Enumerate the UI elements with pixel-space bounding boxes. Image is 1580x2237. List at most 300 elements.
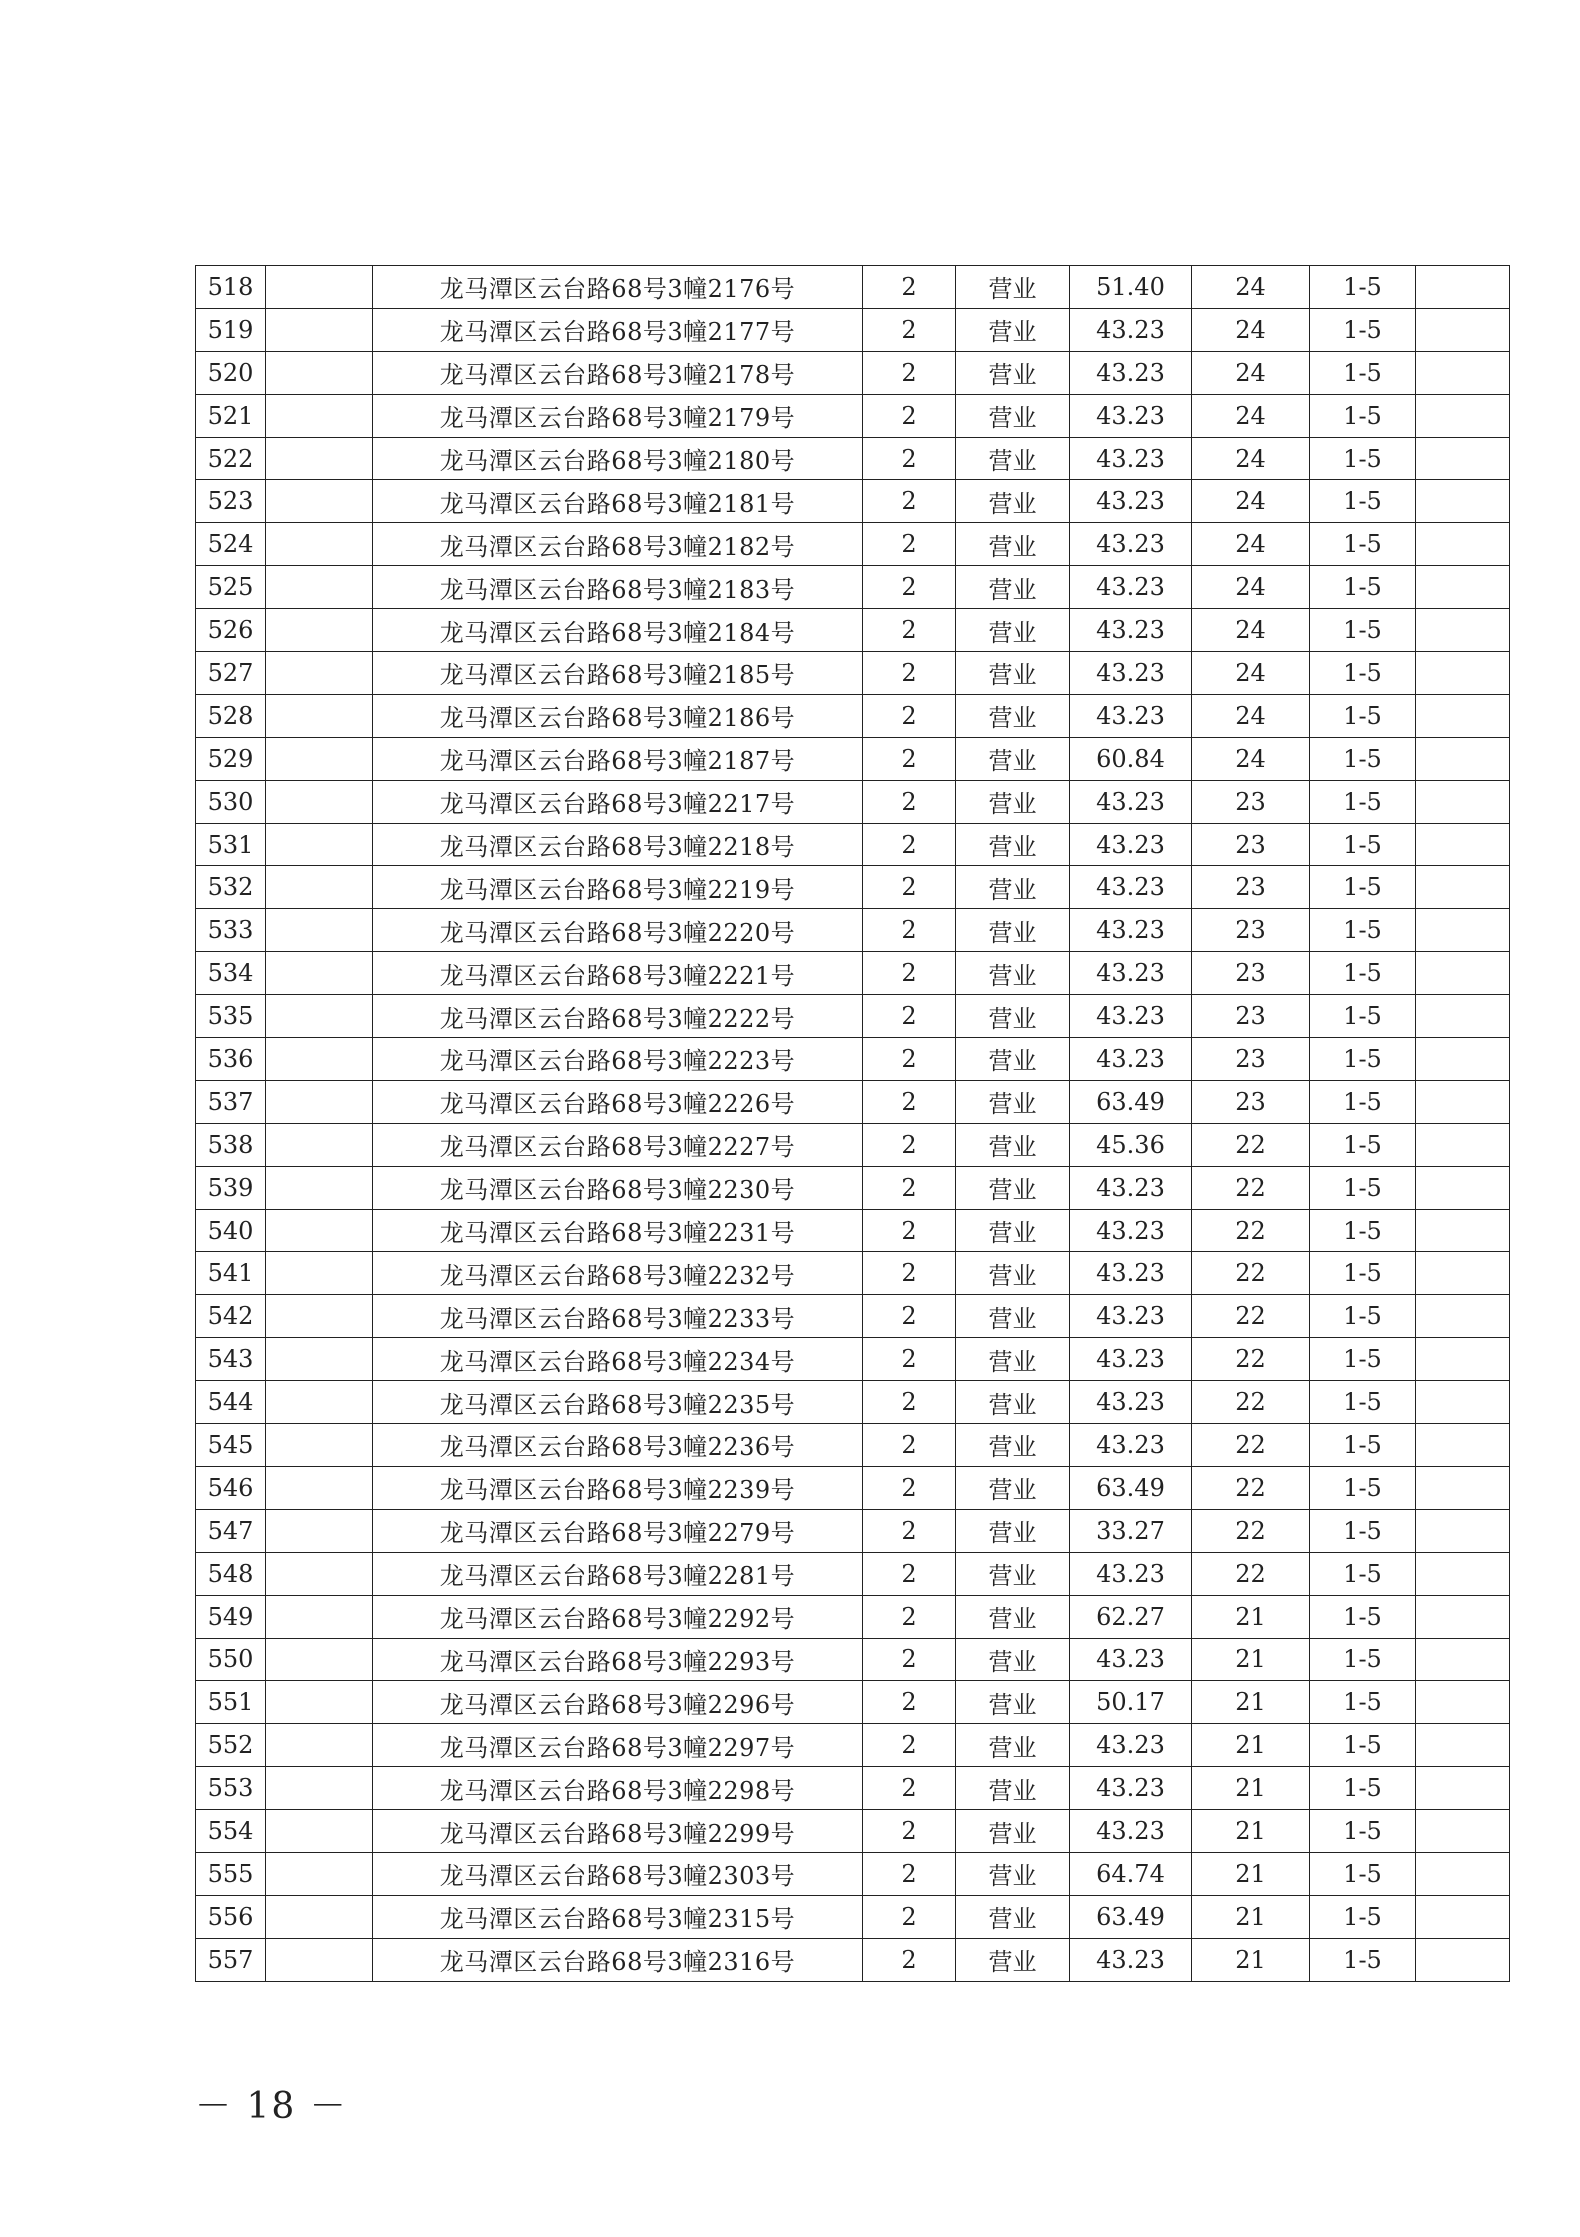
price-cell: 21 bbox=[1192, 1681, 1310, 1724]
floor-cell: 2 bbox=[863, 1767, 956, 1810]
table-row bbox=[196, 1724, 1510, 1767]
floor-cell: 2 bbox=[863, 909, 956, 952]
address-cell: 龙马潭区云台路68号3幢2226号 bbox=[373, 1080, 863, 1123]
term-cell: 1-5 bbox=[1310, 952, 1416, 995]
row-number-cell: 557 bbox=[196, 1938, 266, 1981]
term-cell: 1-5 bbox=[1310, 351, 1416, 394]
floor-cell: 2 bbox=[863, 694, 956, 737]
address-cell: 龙马潭区云台路68号3幢2176号 bbox=[373, 266, 863, 309]
remark-cell bbox=[1416, 394, 1510, 437]
table-row bbox=[196, 1038, 1510, 1081]
area-cell: 43.23 bbox=[1070, 694, 1192, 737]
use-cell: 营业 bbox=[956, 351, 1070, 394]
use-cell: 营业 bbox=[956, 1509, 1070, 1552]
use-cell: 营业 bbox=[956, 1252, 1070, 1295]
area-cell: 43.23 bbox=[1070, 1552, 1192, 1595]
use-cell: 营业 bbox=[956, 737, 1070, 780]
blank-cell bbox=[266, 1595, 373, 1638]
table-row bbox=[196, 1381, 1510, 1424]
address-cell: 龙马潭区云台路68号3幢2223号 bbox=[373, 1038, 863, 1081]
use-cell: 营业 bbox=[956, 394, 1070, 437]
area-cell: 43.23 bbox=[1070, 394, 1192, 437]
term-cell: 1-5 bbox=[1310, 1252, 1416, 1295]
use-cell: 营业 bbox=[956, 780, 1070, 823]
use-cell: 营业 bbox=[956, 308, 1070, 351]
term-cell: 1-5 bbox=[1310, 909, 1416, 952]
blank-cell bbox=[266, 1767, 373, 1810]
table-row bbox=[196, 1295, 1510, 1338]
row-number-cell: 555 bbox=[196, 1852, 266, 1895]
price-cell: 23 bbox=[1192, 823, 1310, 866]
table-row bbox=[196, 1895, 1510, 1938]
address-cell: 龙马潭区云台路68号3幢2235号 bbox=[373, 1381, 863, 1424]
address-cell: 龙马潭区云台路68号3幢2230号 bbox=[373, 1166, 863, 1209]
address-cell: 龙马潭区云台路68号3幢2296号 bbox=[373, 1681, 863, 1724]
use-cell: 营业 bbox=[956, 1767, 1070, 1810]
use-cell: 营业 bbox=[956, 1595, 1070, 1638]
area-cell: 43.23 bbox=[1070, 652, 1192, 695]
blank-cell bbox=[266, 1338, 373, 1381]
address-cell: 龙马潭区云台路68号3幢2183号 bbox=[373, 566, 863, 609]
area-cell: 43.23 bbox=[1070, 780, 1192, 823]
remark-cell bbox=[1416, 1552, 1510, 1595]
area-cell: 63.49 bbox=[1070, 1466, 1192, 1509]
term-cell: 1-5 bbox=[1310, 266, 1416, 309]
price-cell: 22 bbox=[1192, 1509, 1310, 1552]
table-row bbox=[196, 1767, 1510, 1810]
row-number-cell: 547 bbox=[196, 1509, 266, 1552]
row-number-cell: 540 bbox=[196, 1209, 266, 1252]
address-cell: 龙马潭区云台路68号3幢2299号 bbox=[373, 1810, 863, 1853]
term-cell: 1-5 bbox=[1310, 1724, 1416, 1767]
price-cell: 24 bbox=[1192, 480, 1310, 523]
price-cell: 22 bbox=[1192, 1252, 1310, 1295]
blank-cell bbox=[266, 1466, 373, 1509]
remark-cell bbox=[1416, 1509, 1510, 1552]
table-row bbox=[196, 1852, 1510, 1895]
remark-cell bbox=[1416, 737, 1510, 780]
remark-cell bbox=[1416, 694, 1510, 737]
price-cell: 21 bbox=[1192, 1638, 1310, 1681]
floor-cell: 2 bbox=[863, 1681, 956, 1724]
remark-cell bbox=[1416, 308, 1510, 351]
price-cell: 22 bbox=[1192, 1424, 1310, 1467]
blank-cell bbox=[266, 609, 373, 652]
floor-cell: 2 bbox=[863, 1424, 956, 1467]
use-cell: 营业 bbox=[956, 523, 1070, 566]
floor-cell: 2 bbox=[863, 609, 956, 652]
address-cell: 龙马潭区云台路68号3幢2234号 bbox=[373, 1338, 863, 1381]
term-cell: 1-5 bbox=[1310, 652, 1416, 695]
area-cell: 43.23 bbox=[1070, 1767, 1192, 1810]
remark-cell bbox=[1416, 1381, 1510, 1424]
table-row bbox=[196, 866, 1510, 909]
address-cell: 龙马潭区云台路68号3幢2182号 bbox=[373, 523, 863, 566]
term-cell: 1-5 bbox=[1310, 1338, 1416, 1381]
use-cell: 营业 bbox=[956, 1424, 1070, 1467]
price-cell: 22 bbox=[1192, 1123, 1310, 1166]
table-row bbox=[196, 437, 1510, 480]
blank-cell bbox=[266, 1938, 373, 1981]
remark-cell bbox=[1416, 1424, 1510, 1467]
address-cell: 龙马潭区云台路68号3幢2217号 bbox=[373, 780, 863, 823]
blank-cell bbox=[266, 1209, 373, 1252]
table-row bbox=[196, 995, 1510, 1038]
floor-cell: 2 bbox=[863, 780, 956, 823]
floor-cell: 2 bbox=[863, 266, 956, 309]
price-cell: 23 bbox=[1192, 866, 1310, 909]
row-number-cell: 554 bbox=[196, 1810, 266, 1853]
table-row bbox=[196, 1509, 1510, 1552]
term-cell: 1-5 bbox=[1310, 523, 1416, 566]
remark-cell bbox=[1416, 1595, 1510, 1638]
floor-cell: 2 bbox=[863, 1252, 956, 1295]
remark-cell bbox=[1416, 1338, 1510, 1381]
table-row bbox=[196, 394, 1510, 437]
blank-cell bbox=[266, 694, 373, 737]
price-cell: 24 bbox=[1192, 523, 1310, 566]
row-number-cell: 543 bbox=[196, 1338, 266, 1381]
remark-cell bbox=[1416, 909, 1510, 952]
term-cell: 1-5 bbox=[1310, 780, 1416, 823]
use-cell: 营业 bbox=[956, 1381, 1070, 1424]
price-cell: 24 bbox=[1192, 308, 1310, 351]
row-number-cell: 556 bbox=[196, 1895, 266, 1938]
remark-cell bbox=[1416, 823, 1510, 866]
term-cell: 1-5 bbox=[1310, 1638, 1416, 1681]
price-cell: 23 bbox=[1192, 1038, 1310, 1081]
area-cell: 43.23 bbox=[1070, 1638, 1192, 1681]
price-cell: 24 bbox=[1192, 609, 1310, 652]
use-cell: 营业 bbox=[956, 1209, 1070, 1252]
table-body bbox=[196, 266, 1510, 1982]
blank-cell bbox=[266, 480, 373, 523]
use-cell: 营业 bbox=[956, 1852, 1070, 1895]
price-cell: 22 bbox=[1192, 1295, 1310, 1338]
area-cell: 33.27 bbox=[1070, 1509, 1192, 1552]
term-cell: 1-5 bbox=[1310, 823, 1416, 866]
table-row bbox=[196, 1938, 1510, 1981]
use-cell: 营业 bbox=[956, 1466, 1070, 1509]
term-cell: 1-5 bbox=[1310, 1767, 1416, 1810]
floor-cell: 2 bbox=[863, 1381, 956, 1424]
area-cell: 43.23 bbox=[1070, 995, 1192, 1038]
floor-cell: 2 bbox=[863, 1552, 956, 1595]
use-cell: 营业 bbox=[956, 1295, 1070, 1338]
address-cell: 龙马潭区云台路68号3幢2227号 bbox=[373, 1123, 863, 1166]
area-cell: 60.84 bbox=[1070, 737, 1192, 780]
table-row bbox=[196, 909, 1510, 952]
row-number-cell: 552 bbox=[196, 1724, 266, 1767]
table-row bbox=[196, 1466, 1510, 1509]
table-row bbox=[196, 1810, 1510, 1853]
price-cell: 21 bbox=[1192, 1767, 1310, 1810]
price-cell: 24 bbox=[1192, 351, 1310, 394]
price-cell: 24 bbox=[1192, 737, 1310, 780]
term-cell: 1-5 bbox=[1310, 566, 1416, 609]
blank-cell bbox=[266, 1681, 373, 1724]
remark-cell bbox=[1416, 1810, 1510, 1853]
term-cell: 1-5 bbox=[1310, 995, 1416, 1038]
use-cell: 营业 bbox=[956, 823, 1070, 866]
term-cell: 1-5 bbox=[1310, 1509, 1416, 1552]
use-cell: 营业 bbox=[956, 1552, 1070, 1595]
floor-cell: 2 bbox=[863, 1724, 956, 1767]
blank-cell bbox=[266, 437, 373, 480]
blank-cell bbox=[266, 1638, 373, 1681]
table-row bbox=[196, 1166, 1510, 1209]
price-cell: 23 bbox=[1192, 995, 1310, 1038]
row-number-cell: 553 bbox=[196, 1767, 266, 1810]
remark-cell bbox=[1416, 1681, 1510, 1724]
use-cell: 营业 bbox=[956, 1895, 1070, 1938]
address-cell: 龙马潭区云台路68号3幢2219号 bbox=[373, 866, 863, 909]
address-cell: 龙马潭区云台路68号3幢2185号 bbox=[373, 652, 863, 695]
use-cell: 营业 bbox=[956, 909, 1070, 952]
price-cell: 24 bbox=[1192, 394, 1310, 437]
row-number-cell: 529 bbox=[196, 737, 266, 780]
price-cell: 22 bbox=[1192, 1552, 1310, 1595]
area-cell: 43.23 bbox=[1070, 1166, 1192, 1209]
address-cell: 龙马潭区云台路68号3幢2298号 bbox=[373, 1767, 863, 1810]
use-cell: 营业 bbox=[956, 952, 1070, 995]
use-cell: 营业 bbox=[956, 1938, 1070, 1981]
use-cell: 营业 bbox=[956, 1338, 1070, 1381]
area-cell: 43.23 bbox=[1070, 1938, 1192, 1981]
address-cell: 龙马潭区云台路68号3幢2316号 bbox=[373, 1938, 863, 1981]
address-cell: 龙马潭区云台路68号3幢2218号 bbox=[373, 823, 863, 866]
use-cell: 营业 bbox=[956, 1810, 1070, 1853]
remark-cell bbox=[1416, 995, 1510, 1038]
floor-cell: 2 bbox=[863, 1938, 956, 1981]
table-row bbox=[196, 1080, 1510, 1123]
row-number-cell: 537 bbox=[196, 1080, 266, 1123]
area-cell: 43.23 bbox=[1070, 566, 1192, 609]
area-cell: 43.23 bbox=[1070, 1424, 1192, 1467]
floor-cell: 2 bbox=[863, 1466, 956, 1509]
term-cell: 1-5 bbox=[1310, 1466, 1416, 1509]
price-cell: 24 bbox=[1192, 652, 1310, 695]
row-number-cell: 532 bbox=[196, 866, 266, 909]
address-cell: 龙马潭区云台路68号3幢2303号 bbox=[373, 1852, 863, 1895]
remark-cell bbox=[1416, 266, 1510, 309]
table-row bbox=[196, 351, 1510, 394]
use-cell: 营业 bbox=[956, 652, 1070, 695]
table-row bbox=[196, 952, 1510, 995]
blank-cell bbox=[266, 952, 373, 995]
floor-cell: 2 bbox=[863, 566, 956, 609]
term-cell: 1-5 bbox=[1310, 1681, 1416, 1724]
use-cell: 营业 bbox=[956, 1681, 1070, 1724]
term-cell: 1-5 bbox=[1310, 1424, 1416, 1467]
floor-cell: 2 bbox=[863, 1295, 956, 1338]
blank-cell bbox=[266, 394, 373, 437]
price-cell: 21 bbox=[1192, 1852, 1310, 1895]
blank-cell bbox=[266, 1810, 373, 1853]
floor-cell: 2 bbox=[863, 480, 956, 523]
row-number-cell: 531 bbox=[196, 823, 266, 866]
floor-cell: 2 bbox=[863, 1595, 956, 1638]
area-cell: 43.23 bbox=[1070, 1338, 1192, 1381]
area-cell: 43.23 bbox=[1070, 308, 1192, 351]
address-cell: 龙马潭区云台路68号3幢2179号 bbox=[373, 394, 863, 437]
table-row bbox=[196, 1209, 1510, 1252]
area-cell: 43.23 bbox=[1070, 1252, 1192, 1295]
term-cell: 1-5 bbox=[1310, 866, 1416, 909]
address-cell: 龙马潭区云台路68号3幢2231号 bbox=[373, 1209, 863, 1252]
area-cell: 63.49 bbox=[1070, 1080, 1192, 1123]
row-number-cell: 544 bbox=[196, 1381, 266, 1424]
floor-cell: 2 bbox=[863, 1810, 956, 1853]
blank-cell bbox=[266, 780, 373, 823]
price-cell: 24 bbox=[1192, 694, 1310, 737]
floor-cell: 2 bbox=[863, 952, 956, 995]
use-cell: 营业 bbox=[956, 1123, 1070, 1166]
use-cell: 营业 bbox=[956, 480, 1070, 523]
area-cell: 43.23 bbox=[1070, 1724, 1192, 1767]
table-row bbox=[196, 1123, 1510, 1166]
row-number-cell: 522 bbox=[196, 437, 266, 480]
floor-cell: 2 bbox=[863, 823, 956, 866]
price-cell: 21 bbox=[1192, 1810, 1310, 1853]
blank-cell bbox=[266, 1509, 373, 1552]
area-cell: 45.36 bbox=[1070, 1123, 1192, 1166]
term-cell: 1-5 bbox=[1310, 1295, 1416, 1338]
address-cell: 龙马潭区云台路68号3幢2222号 bbox=[373, 995, 863, 1038]
blank-cell bbox=[266, 995, 373, 1038]
address-cell: 龙马潭区云台路68号3幢2178号 bbox=[373, 351, 863, 394]
area-cell: 43.23 bbox=[1070, 437, 1192, 480]
address-cell: 龙马潭区云台路68号3幢2184号 bbox=[373, 609, 863, 652]
table-row bbox=[196, 266, 1510, 309]
blank-cell bbox=[266, 266, 373, 309]
remark-cell bbox=[1416, 1852, 1510, 1895]
row-number-cell: 538 bbox=[196, 1123, 266, 1166]
remark-cell bbox=[1416, 351, 1510, 394]
row-number-cell: 534 bbox=[196, 952, 266, 995]
address-cell: 龙马潭区云台路68号3幢2221号 bbox=[373, 952, 863, 995]
area-cell: 43.23 bbox=[1070, 523, 1192, 566]
remark-cell bbox=[1416, 609, 1510, 652]
table-row bbox=[196, 652, 1510, 695]
price-cell: 23 bbox=[1192, 909, 1310, 952]
price-cell: 22 bbox=[1192, 1338, 1310, 1381]
table-row bbox=[196, 737, 1510, 780]
price-cell: 22 bbox=[1192, 1209, 1310, 1252]
area-cell: 43.23 bbox=[1070, 480, 1192, 523]
floor-cell: 2 bbox=[863, 437, 956, 480]
table-row bbox=[196, 609, 1510, 652]
blank-cell bbox=[266, 737, 373, 780]
table-row bbox=[196, 566, 1510, 609]
price-cell: 23 bbox=[1192, 1080, 1310, 1123]
term-cell: 1-5 bbox=[1310, 1038, 1416, 1081]
use-cell: 营业 bbox=[956, 266, 1070, 309]
table-row bbox=[196, 480, 1510, 523]
term-cell: 1-5 bbox=[1310, 480, 1416, 523]
row-number-cell: 527 bbox=[196, 652, 266, 695]
area-cell: 43.23 bbox=[1070, 1381, 1192, 1424]
remark-cell bbox=[1416, 1767, 1510, 1810]
use-cell: 营业 bbox=[956, 1038, 1070, 1081]
price-cell: 21 bbox=[1192, 1724, 1310, 1767]
remark-cell bbox=[1416, 523, 1510, 566]
blank-cell bbox=[266, 866, 373, 909]
address-cell: 龙马潭区云台路68号3幢2297号 bbox=[373, 1724, 863, 1767]
use-cell: 营业 bbox=[956, 1166, 1070, 1209]
row-number-cell: 520 bbox=[196, 351, 266, 394]
address-cell: 龙马潭区云台路68号3幢2186号 bbox=[373, 694, 863, 737]
use-cell: 营业 bbox=[956, 437, 1070, 480]
blank-cell bbox=[266, 823, 373, 866]
blank-cell bbox=[266, 909, 373, 952]
area-cell: 43.23 bbox=[1070, 823, 1192, 866]
blank-cell bbox=[266, 652, 373, 695]
term-cell: 1-5 bbox=[1310, 308, 1416, 351]
address-cell: 龙马潭区云台路68号3幢2279号 bbox=[373, 1509, 863, 1552]
table-row bbox=[196, 823, 1510, 866]
price-cell: 22 bbox=[1192, 1381, 1310, 1424]
floor-cell: 2 bbox=[863, 652, 956, 695]
remark-cell bbox=[1416, 1252, 1510, 1295]
row-number-cell: 539 bbox=[196, 1166, 266, 1209]
blank-cell bbox=[266, 1252, 373, 1295]
remark-cell bbox=[1416, 780, 1510, 823]
row-number-cell: 541 bbox=[196, 1252, 266, 1295]
term-cell: 1-5 bbox=[1310, 737, 1416, 780]
remark-cell bbox=[1416, 1080, 1510, 1123]
area-cell: 43.23 bbox=[1070, 866, 1192, 909]
blank-cell bbox=[266, 1295, 373, 1338]
row-number-cell: 536 bbox=[196, 1038, 266, 1081]
address-cell: 龙马潭区云台路68号3幢2281号 bbox=[373, 1552, 863, 1595]
blank-cell bbox=[266, 1123, 373, 1166]
floor-cell: 2 bbox=[863, 394, 956, 437]
table-row bbox=[196, 780, 1510, 823]
blank-cell bbox=[266, 1381, 373, 1424]
remark-cell bbox=[1416, 1895, 1510, 1938]
area-cell: 64.74 bbox=[1070, 1852, 1192, 1895]
floor-cell: 2 bbox=[863, 737, 956, 780]
address-cell: 龙马潭区云台路68号3幢2293号 bbox=[373, 1638, 863, 1681]
blank-cell bbox=[266, 1424, 373, 1467]
use-cell: 营业 bbox=[956, 866, 1070, 909]
use-cell: 营业 bbox=[956, 1638, 1070, 1681]
floor-cell: 2 bbox=[863, 1080, 956, 1123]
remark-cell bbox=[1416, 652, 1510, 695]
remark-cell bbox=[1416, 566, 1510, 609]
area-cell: 62.27 bbox=[1070, 1595, 1192, 1638]
table-row bbox=[196, 1338, 1510, 1381]
row-number-cell: 550 bbox=[196, 1638, 266, 1681]
blank-cell bbox=[266, 351, 373, 394]
term-cell: 1-5 bbox=[1310, 1852, 1416, 1895]
floor-cell: 2 bbox=[863, 1166, 956, 1209]
blank-cell bbox=[266, 1895, 373, 1938]
floor-cell: 2 bbox=[863, 1123, 956, 1166]
row-number-cell: 551 bbox=[196, 1681, 266, 1724]
area-cell: 43.23 bbox=[1070, 909, 1192, 952]
remark-cell bbox=[1416, 480, 1510, 523]
area-cell: 43.23 bbox=[1070, 351, 1192, 394]
use-cell: 营业 bbox=[956, 1080, 1070, 1123]
area-cell: 51.40 bbox=[1070, 266, 1192, 309]
blank-cell bbox=[266, 1038, 373, 1081]
remark-cell bbox=[1416, 1724, 1510, 1767]
remark-cell bbox=[1416, 952, 1510, 995]
price-cell: 24 bbox=[1192, 437, 1310, 480]
row-number-cell: 546 bbox=[196, 1466, 266, 1509]
